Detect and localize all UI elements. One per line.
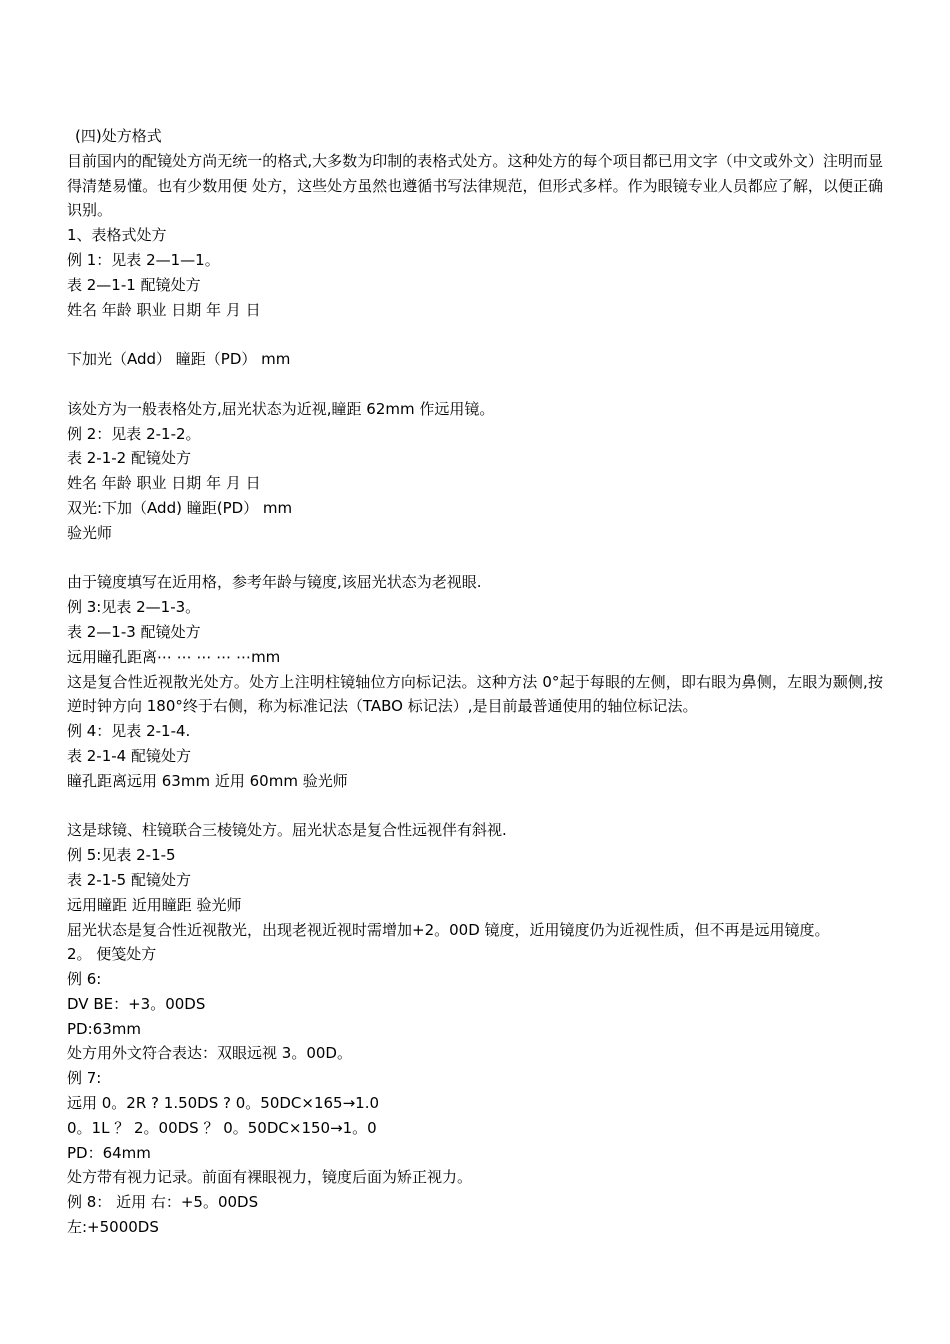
spacer [67, 794, 883, 819]
example-6-line-2: PD:63mm [67, 1019, 141, 1038]
spacer [67, 372, 883, 397]
example-3: 例 3:见表 2—1-3。 [67, 598, 201, 617]
spacer [67, 322, 883, 347]
document-body [67, 124, 883, 1240]
table-1-note: 该处方为一般表格处方,屈光状态为近视,瞳距 62mm 作远用镜。 [67, 399, 495, 418]
table-3-pd: 远用瞳孔距离⋯ ⋯ ⋯ ⋯ ⋯mm [67, 647, 281, 666]
table-3-note: 这是复合性近视散光处方。处方上注明柱镜轴位方向标记法。这种方法 0°起于每眼的左侧，即右眼为鼻侧，左眼为颞侧,按逆时钟方向 180°终于右侧，称为标准记法（TABO 标记法）,是目前最普通使用的轴位标记法。 [67, 672, 883, 716]
section-title: (四)处方格式 [75, 127, 162, 145]
example-7: 例 7: [67, 1069, 102, 1088]
table-2-add-pd: 双光:下加（Add) 瞳距(PD） mm [67, 498, 293, 517]
example-8: 例 8： 近用 右：+5。00DS [67, 1193, 259, 1212]
example-1: 例 1：见表 2—1—1。 [67, 250, 220, 269]
example-7-line-3: PD：64mm [67, 1143, 151, 1162]
example-7-note: 处方带有视力记录。前面有裸眼视力，镜度后面为矫正视力。 [67, 1168, 473, 1187]
heading-memo-prescription: 2。 便笺处方 [67, 945, 157, 964]
table-4-pd: 瞳孔距离远用 63mm 近用 60mm 验光师 [67, 771, 348, 790]
example-6-line-1: DV BE：+3。00DS [67, 994, 206, 1013]
table-2-doctor: 验光师 [67, 523, 113, 542]
table-1-fields: 姓名 年龄 职业 日期 年 月 日 [67, 300, 261, 319]
table-caption-2: 表 2-1-2 配镜处方 [67, 449, 191, 468]
intro-paragraph: 目前国内的配镜处方尚无统一的格式,大多数为印制的表格式处方。这种处方的每个项目都已用文字（中文或外文）注明而显得清楚易懂。也有少数用便 处方，这些处方虽然也遵循书写法律规范，但形式多样。作为眼镜专业人员都应了解，以便正确识别。 [67, 151, 883, 220]
example-7-line-2: 0。1L ？ 2。00DS ？ 0。50DC×150→1。0 [67, 1118, 377, 1137]
table-2-note: 由于镜度填写在近用格，参考年龄与镜度,该屈光状态为老视眼. [67, 573, 482, 592]
example-6: 例 6: [67, 970, 102, 989]
table-caption-5: 表 2-1-5 配镜处方 [67, 870, 191, 889]
table-caption-4: 表 2-1-4 配镜处方 [67, 746, 191, 765]
table-2-fields: 姓名 年龄 职业 日期 年 月 日 [67, 474, 261, 493]
table-1-add-pd: 下加光（Add） 瞳距（PD） mm [67, 350, 291, 369]
table-5-pd: 远用瞳距 近用瞳距 验光师 [67, 895, 242, 914]
example-2: 例 2：见表 2-1-2。 [67, 424, 201, 443]
example-5: 例 5:见表 2-1-5 [67, 846, 176, 865]
example-6-note: 处方用外文符合表达：双眼远视 3。00D。 [67, 1044, 352, 1063]
example-4: 例 4：见表 2-1-4. [67, 722, 191, 741]
example-7-line-1: 远用 0。2R ? 1.50DS ? 0。50DC×165→1.0 [67, 1094, 380, 1113]
heading-table-prescription: 1、表格式处方 [67, 226, 167, 245]
table-4-note: 这是球镜、柱镜联合三棱镜处方。屈光状态是复合性远视伴有斜视. [67, 821, 507, 840]
spacer [67, 546, 883, 571]
table-caption-3: 表 2—1-3 配镜处方 [67, 622, 201, 641]
example-8-line-2: 左:+5000DS [67, 1218, 159, 1237]
table-caption-1: 表 2—1-1 配镜处方 [67, 275, 201, 294]
table-5-note: 屈光状态是复合性近视散光，出现老视近视时需增加+2。00D 镜度，近用镜度仍为近视性质，但不再是远用镜度。 [67, 920, 830, 939]
